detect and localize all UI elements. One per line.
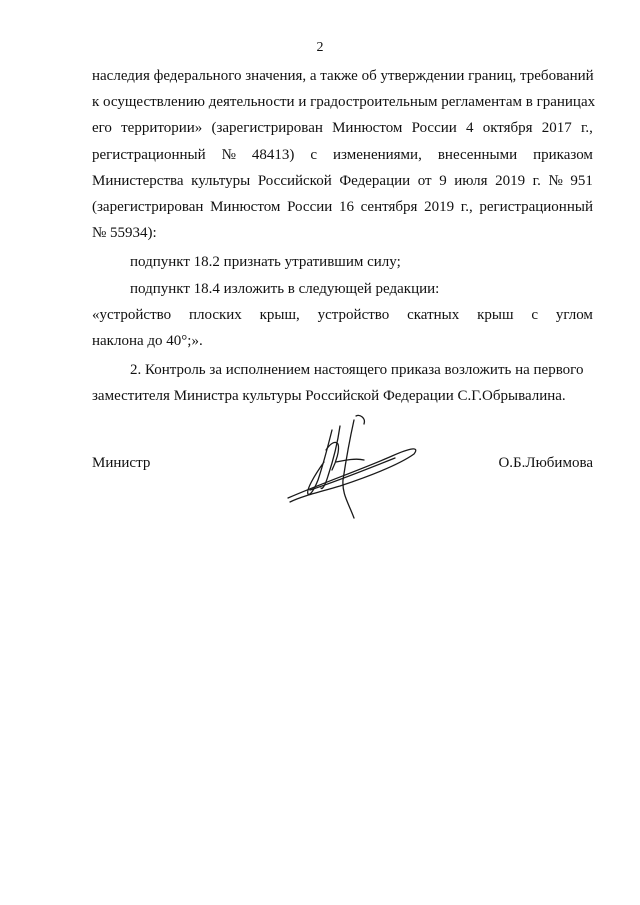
page-number: 2	[316, 40, 324, 55]
word: с	[531, 306, 538, 323]
text-line	[92, 168, 593, 194]
text-line: заместителя Министра культуры Российской Федерации С.Г.Обрывалина.	[92, 388, 566, 405]
word: Министерства	[92, 172, 184, 189]
text-line: 2. Контроль за исполнением настоящего приказа возложить на первого	[130, 362, 584, 379]
word: г.,	[580, 120, 593, 137]
word: «устройство	[92, 306, 172, 323]
signatory-name: О.Б.Любимова	[498, 455, 593, 471]
word: культуры	[191, 172, 251, 189]
text-line: наклона до 40°;».	[92, 332, 203, 349]
word: №	[548, 172, 563, 189]
word: углом	[555, 306, 593, 323]
word: Минюстом	[332, 120, 403, 137]
word: июля	[454, 172, 488, 189]
word: плоских	[188, 306, 242, 323]
word: 2017	[541, 120, 572, 137]
handwritten-signature	[280, 410, 430, 525]
word: крыш,	[259, 306, 300, 323]
word: (зарегистрирован	[92, 198, 204, 215]
word: внесенными	[437, 146, 518, 163]
word: г.,	[460, 198, 473, 215]
word: Федерации	[339, 172, 411, 189]
document-body	[92, 63, 596, 409]
subpoint-18-2: подпункт 18.2 признать утратившим силу;	[130, 254, 401, 271]
signature-stroke	[343, 420, 354, 518]
text-line	[92, 142, 593, 168]
signatory-title: Министр	[92, 455, 151, 471]
word: (зарегистрирован	[211, 120, 323, 137]
word: изменениями,	[333, 146, 422, 163]
word: территории»	[121, 120, 203, 137]
text-line	[92, 115, 593, 141]
word: регистрационный	[479, 198, 593, 215]
word: 16	[338, 198, 354, 215]
word: Российской	[257, 172, 332, 189]
word: Минюстом	[210, 198, 281, 215]
word: 48413)	[251, 146, 295, 163]
word: сентября	[360, 198, 418, 215]
signature-stroke	[356, 415, 364, 424]
word: 2019	[424, 198, 455, 215]
text-line: № 55934):	[92, 225, 157, 242]
word: от	[417, 172, 432, 189]
word: 2019	[495, 172, 526, 189]
word: 951	[570, 172, 593, 189]
word: его	[92, 120, 112, 137]
word: регистрационный	[92, 146, 206, 163]
word: с	[310, 146, 318, 163]
word: приказом	[533, 146, 593, 163]
word: России	[411, 120, 457, 137]
word: России	[287, 198, 333, 215]
text-line: наследия федерального значения, а также об утверждении границ, требований	[92, 68, 594, 84]
quoted-text	[92, 302, 593, 354]
word: устройство	[317, 306, 390, 323]
word: 4	[466, 120, 474, 137]
word: крыш	[477, 306, 514, 323]
signature-stroke	[336, 459, 364, 462]
text-line: к осуществлению деятельности и градостроительным регламентам в границах	[92, 94, 596, 111]
word: 9	[439, 172, 447, 189]
paragraph-continuation	[92, 63, 596, 246]
paragraph-2	[92, 357, 593, 409]
word: октября	[482, 120, 533, 137]
subpoint-18-4: подпункт 18.4 изложить в следующей редакции:	[130, 280, 440, 297]
text-line	[92, 194, 593, 220]
word: скатных	[407, 306, 460, 323]
word: г.	[532, 172, 541, 189]
word: №	[221, 146, 236, 163]
text-line	[92, 302, 593, 328]
